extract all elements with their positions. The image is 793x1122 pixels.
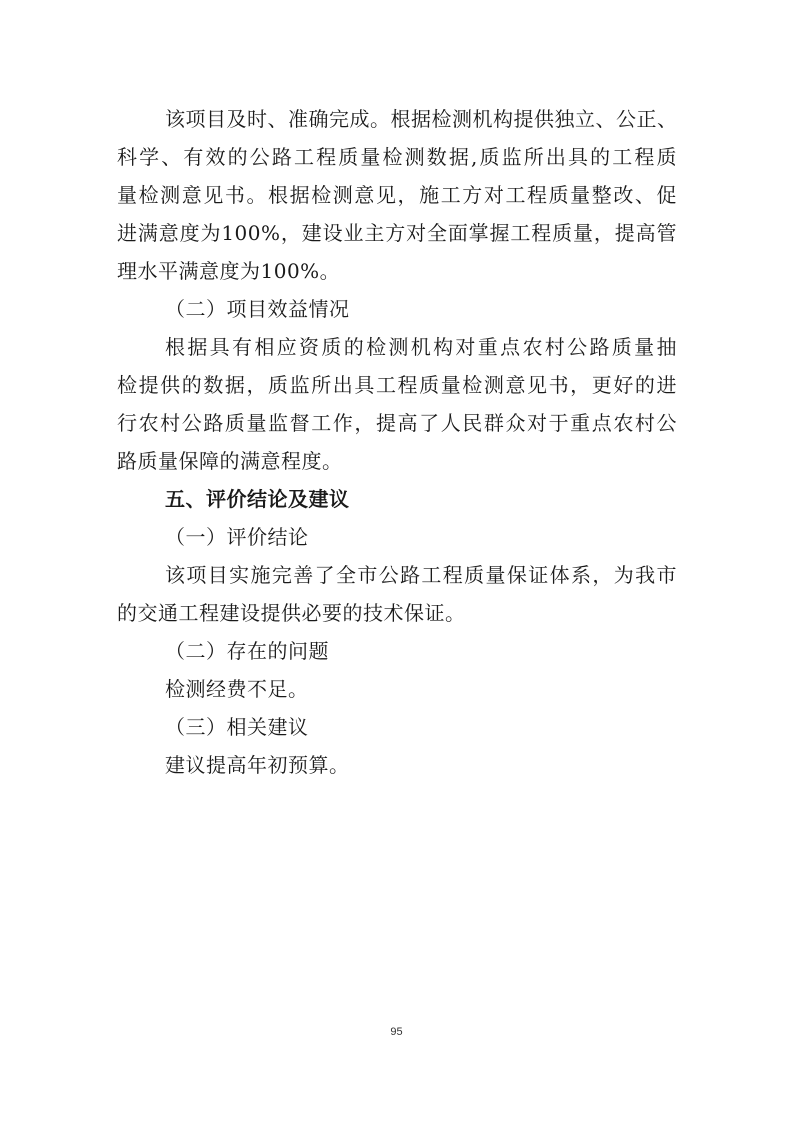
page-number: 95	[390, 1026, 403, 1038]
paragraph-line: 量检测意见书。根据检测意见，施工方对工程质量整改、促	[117, 183, 677, 207]
paragraph-line: 该项目及时、准确完成。根据检测机构提供独立、公正、	[165, 107, 678, 131]
paragraph-line: 检测经费不足。	[165, 677, 309, 701]
subheading-conclusion: （一）评价结论	[165, 525, 309, 549]
section-heading: 五、评价结论及建议	[165, 487, 350, 511]
paragraph-line: 路质量保障的满意程度。	[117, 449, 343, 473]
subheading-project-benefits: （二）项目效益情况	[165, 297, 350, 321]
paragraph-line: 根据具有相应资质的检测机构对重点农村公路质量抽	[165, 335, 677, 359]
paragraph-line: 行农村公路质量监督工作，提高了人民群众对于重点农村公	[117, 411, 677, 435]
paragraph-line: 理水平满意度为100%。	[117, 259, 341, 283]
subheading-suggestions: （三）相关建议	[165, 715, 309, 739]
paragraph-line: 建议提高年初预算。	[165, 753, 350, 777]
paragraph-line: 进满意度为100%，建设业主方对全面掌握工程质量，提高管	[117, 221, 677, 245]
subheading-issues: （二）存在的问题	[165, 639, 329, 663]
paragraph-line: 该项目实施完善了全市公路工程质量保证体系，为我市	[165, 563, 677, 587]
paragraph-line: 的交通工程建设提供必要的技术保证。	[117, 601, 466, 625]
paragraph-line: 检提供的数据，质监所出具工程质量检测意见书，更好的进	[117, 373, 677, 397]
paragraph-line: 科学、有效的公路工程质量检测数据,质监所出具的工程质	[117, 145, 677, 169]
